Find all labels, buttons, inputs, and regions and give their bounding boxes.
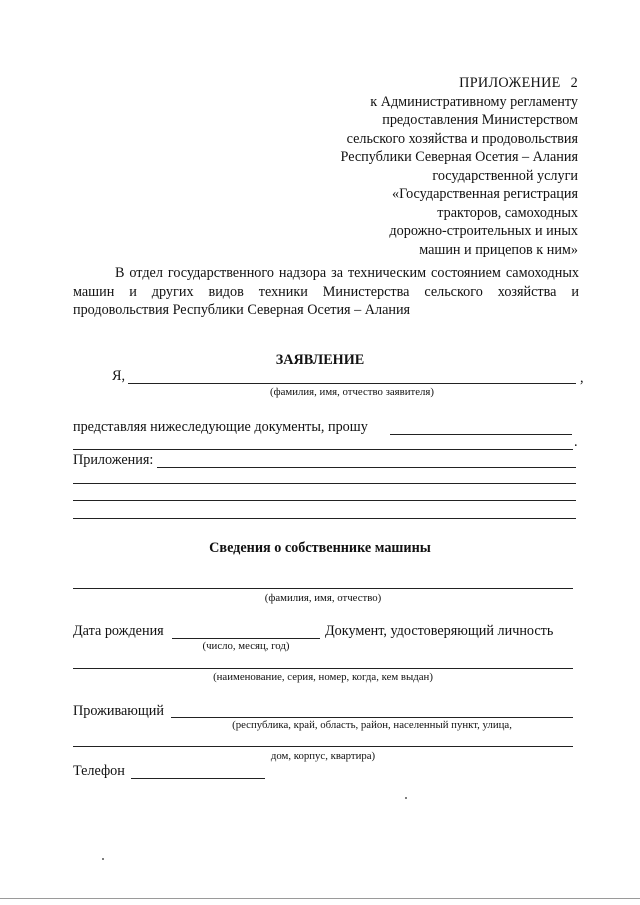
request-field[interactable] [390, 434, 572, 435]
phone-field[interactable] [131, 778, 265, 779]
attachments-label: Приложения: [73, 452, 154, 468]
scan-speck [405, 797, 407, 799]
appendix-number: 2 [570, 75, 578, 91]
attachments-field-line[interactable] [73, 518, 576, 519]
request-label: представляя нижеследующие документы, прошу [73, 419, 368, 435]
residence-field[interactable] [171, 717, 573, 718]
header-line: «Государственная регистрация [392, 186, 578, 202]
residence-field-continuation[interactable] [73, 746, 573, 747]
header-line: Республики Северная Осетия – Алания [340, 149, 578, 165]
header-line: машин и прицепов к ним» [419, 241, 578, 258]
residence-hint-line-2: дом, корпус, квартира) [270, 750, 376, 762]
residence-label: Проживающий [73, 703, 164, 719]
applicant-name-field[interactable] [128, 383, 576, 384]
birth-date-hint: (число, месяц, год) [202, 640, 290, 652]
birth-date-label: Дата рождения [73, 623, 164, 639]
birth-date-field[interactable] [172, 638, 320, 639]
owner-section-title: Сведения о собственнике машины [209, 540, 431, 556]
header-line: сельского хозяйства и продовольствия [346, 130, 578, 147]
scan-speck [102, 858, 104, 860]
appendix-header [258, 74, 578, 259]
statement-title: ЗАЯВЛЕНИЕ [275, 352, 365, 368]
scan-bottom-edge [0, 898, 640, 899]
header-line: к Административному регламенту [370, 93, 578, 110]
appendix-title [258, 74, 578, 93]
residence-hint-line-1: (республика, край, область, район, населенный пункт, улица, [232, 719, 512, 731]
request-field-continuation[interactable] [73, 449, 573, 450]
attachments-field-line[interactable] [73, 500, 576, 501]
applicant-prefix: Я, [112, 368, 126, 384]
attachments-field[interactable] [157, 467, 576, 468]
phone-label: Телефон [73, 763, 125, 779]
identity-document-label: Документ, удостоверяющий личность [325, 623, 554, 639]
appendix-title-text: ПРИЛОЖЕНИЕ [459, 75, 561, 91]
owner-name-field[interactable] [73, 588, 573, 589]
identity-document-hint: (наименование, серия, номер, когда, кем выдан) [213, 671, 433, 683]
applicant-comma: , [580, 370, 584, 386]
applicant-hint: (фамилия, имя, отчество заявителя) [270, 386, 434, 398]
header-line: государственной услуги [432, 167, 578, 184]
identity-document-field[interactable] [73, 668, 573, 669]
owner-name-hint: (фамилия, имя, отчество) [264, 592, 382, 604]
header-line: тракторов, самоходных [437, 204, 578, 221]
header-line: предоставления Министерством [382, 112, 578, 128]
attachments-field-line[interactable] [73, 483, 576, 484]
header-line: дорожно-строительных и иных [389, 223, 578, 239]
addressee-paragraph: В отдел государственного надзора за техническим состоянием самоходных машин и других видов техники Министерства сельского хозяйства и продовольствия Республики Северная Осетия – Алания [73, 265, 579, 318]
request-period: . [574, 434, 578, 450]
